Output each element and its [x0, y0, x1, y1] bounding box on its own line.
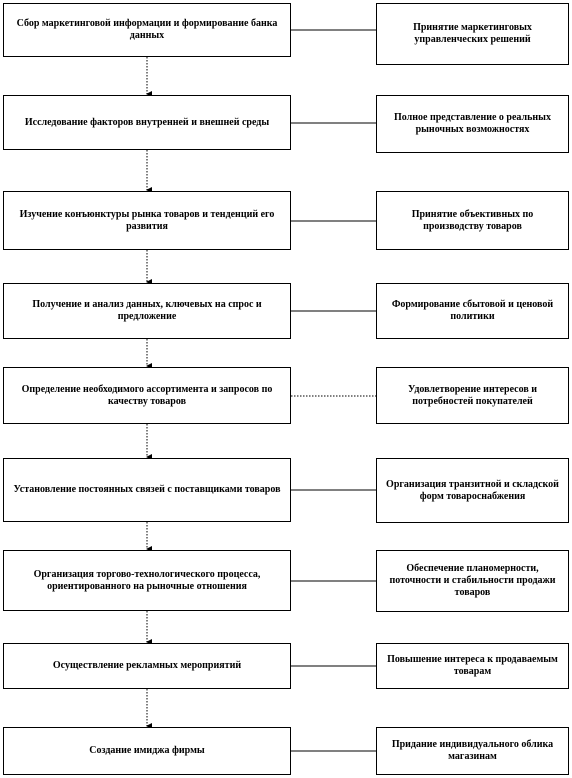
- outcome-label: Формирование сбытовой и ценовой политики: [391, 299, 554, 322]
- step-box-5: [3, 367, 291, 424]
- outcome-label: Организация транзитной и складской форм товароснабжения: [386, 478, 559, 502]
- outcome-label: Придание индивидуального облика магазинам: [391, 739, 554, 762]
- outcome-label: Принятие объективных по производству товаров: [411, 208, 534, 232]
- step-label: Сбор маркетинговой информации и формирование банка данных: [16, 18, 278, 41]
- outcome-box-8: [376, 643, 569, 689]
- step-box-7: [3, 550, 291, 611]
- step-label: Получение и анализ данных, ключевых на спрос и предложение: [32, 299, 262, 322]
- step-label: Создание имиджа фирмы: [89, 745, 205, 756]
- outcome-box-1: [376, 3, 569, 65]
- step-label: Осуществление рекламных мероприятий: [52, 660, 242, 671]
- outcome-box-7: [376, 550, 569, 612]
- step-box-2: [3, 95, 291, 150]
- step-box-9: [3, 727, 291, 775]
- outcome-label: Полное представление о реальных рыночных возможностях: [394, 112, 551, 135]
- outcome-box-2: [376, 95, 569, 153]
- outcome-box-3: [376, 191, 569, 250]
- step-label: Установление постоянных связей с поставщиками товаров: [13, 484, 281, 495]
- step-box-1: [3, 3, 291, 57]
- step-label: Изучение конъюнктуры рынка товаров и тенденций его развития: [19, 208, 275, 232]
- step-box-4: [3, 283, 291, 339]
- step-label: Исследование факторов внутренней и внешней среды: [24, 116, 270, 128]
- step-label: Организация торгово-технологического процесса, ориентированного на рыночные отношения: [33, 568, 261, 592]
- outcome-label: Принятие маркетинговых управленческих решений: [413, 22, 532, 45]
- step-box-6: [3, 458, 291, 522]
- step-label: Определение необходимого ассортимента и запросов по качеству товаров: [21, 383, 273, 407]
- outcome-box-5: [376, 367, 569, 424]
- step-box-8: [3, 643, 291, 689]
- outcome-label: Обеспечение планомерности, поточности и стабильности продажи товаров: [389, 563, 556, 598]
- outcome-box-9: [376, 727, 569, 775]
- outcome-label: Удовлетворение интересов и потребностей покупателей: [407, 383, 538, 407]
- outcome-box-4: [376, 283, 569, 339]
- outcome-box-6: [376, 458, 569, 523]
- step-box-3: [3, 191, 291, 250]
- outcome-label: Повышение интереса к продаваемым товарам: [387, 654, 558, 677]
